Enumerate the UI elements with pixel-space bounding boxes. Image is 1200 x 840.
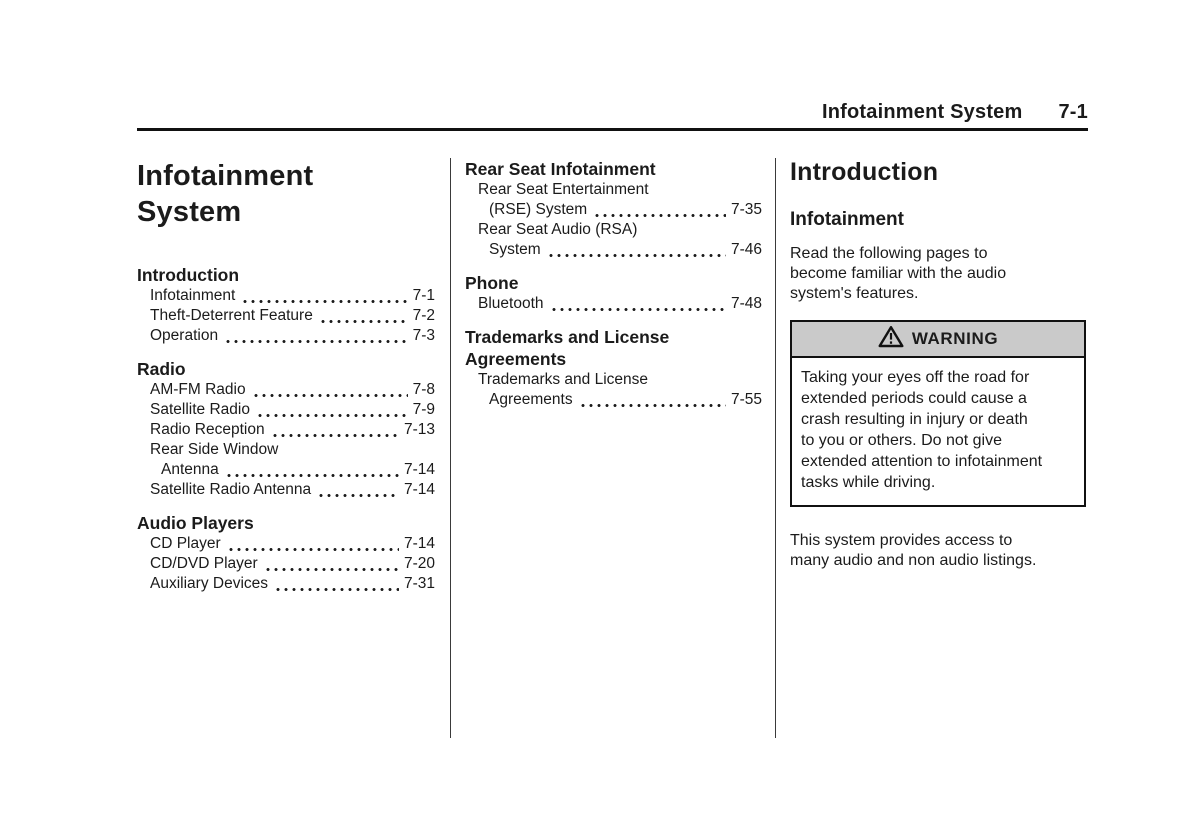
closing-line: many audio and non audio listings. <box>790 552 1037 569</box>
toc-entry-radio-reception <box>150 420 435 440</box>
toc-entry-rear-side-window-line2 <box>150 460 435 480</box>
toc-entry-label: (RSE) System <box>489 201 588 218</box>
toc-column-left <box>137 158 435 606</box>
toc-entry-label: CD/DVD Player <box>150 555 258 572</box>
toc-entry-label: Satellite Radio <box>150 401 250 418</box>
toc-entry-cd-dvd-player <box>150 554 435 574</box>
dot-leader <box>317 493 399 498</box>
toc-entry-am-fm-radio <box>150 380 435 400</box>
warning-line: Taking your eyes off the road for <box>801 369 1030 386</box>
toc-section-introduction <box>137 264 435 346</box>
toc-entry-page: 7-13 <box>403 421 435 438</box>
dot-leader <box>319 319 408 324</box>
toc-entry-page: 7-14 <box>403 535 435 552</box>
intro-line: become familiar with the audio <box>790 265 1007 282</box>
toc-entry-page: 7-55 <box>730 391 762 408</box>
warning-box <box>790 320 1086 507</box>
dot-leader <box>593 213 726 218</box>
toc-entry-rsa-line1: Rear Seat Audio (RSA) <box>478 221 638 238</box>
page-number: 7-1 <box>1058 101 1088 123</box>
closing-paragraph <box>790 531 1086 571</box>
toc-entry-page: 7-46 <box>730 241 762 258</box>
toc-entry-page: 7-1 <box>412 287 435 304</box>
article-subtitle: Infotainment <box>790 209 904 230</box>
toc-heading-radio: Radio <box>137 359 186 379</box>
toc-entry-page: 7-9 <box>412 401 435 418</box>
toc-entry-label: Bluetooth <box>478 295 544 312</box>
toc-section-rear-seat-infotainment <box>465 158 762 260</box>
running-header <box>822 101 1088 124</box>
article-column <box>790 158 1086 571</box>
toc-entry-label: Auxiliary Devices <box>150 575 269 592</box>
toc-heading-introduction: Introduction <box>137 265 240 285</box>
toc-entry-rear-side-window-line1: Rear Side Window <box>150 441 279 458</box>
toc-entries <box>137 534 435 594</box>
warning-line: tasks while driving. <box>801 474 936 491</box>
toc-entries <box>137 380 435 500</box>
toc-entry-infotainment <box>150 286 435 306</box>
toc-entry-page: 7-48 <box>730 295 762 312</box>
toc-section-phone <box>465 272 762 314</box>
toc-entries <box>465 294 762 314</box>
toc-entry-page: 7-20 <box>403 555 435 572</box>
toc-heading-rear-seat-infotainment: Rear Seat Infotainment <box>465 159 656 179</box>
toc-section-trademarks <box>465 326 762 410</box>
toc-entry-label: Infotainment <box>150 287 236 304</box>
toc-entry-label: Operation <box>150 327 219 344</box>
warning-line: extended attention to infotainment <box>801 453 1043 470</box>
toc-entry-trademarks-line2 <box>478 390 762 410</box>
toc-entry-page: 7-14 <box>403 481 435 498</box>
toc-entry-page: 7-3 <box>412 327 435 344</box>
toc-entry-rse-line1: Rear Seat Entertainment <box>478 181 649 198</box>
toc-entry-page: 7-35 <box>730 201 762 218</box>
closing-line: This system provides access to <box>790 532 1013 549</box>
dot-leader <box>256 413 408 418</box>
toc-heading-line2: Agreements <box>465 349 567 369</box>
toc-entries <box>465 370 762 410</box>
article-title: Introduction <box>790 158 939 186</box>
dot-leader <box>252 393 408 398</box>
toc-entry-satellite-radio-antenna <box>150 480 435 500</box>
warning-line: to you or others. Do not give <box>801 432 1002 449</box>
dot-leader <box>224 339 408 344</box>
dot-leader <box>264 567 399 572</box>
toc-entry-cd-player <box>150 534 435 554</box>
toc-entry-label: Theft-Deterrent Feature <box>150 307 313 324</box>
dot-leader <box>579 403 726 408</box>
toc-heading-phone: Phone <box>465 273 519 293</box>
toc-entry-trademarks-line1: Trademarks and License <box>478 371 649 388</box>
toc-entry-label: Agreements <box>489 391 573 408</box>
column-divider-right <box>775 158 776 738</box>
warning-header <box>792 322 1084 358</box>
header-rule <box>137 128 1088 131</box>
toc-entry-page: 7-31 <box>403 575 435 592</box>
dot-leader <box>547 253 726 258</box>
dot-leader <box>550 307 726 312</box>
toc-column-middle <box>465 158 762 422</box>
chapter-title <box>137 158 435 230</box>
toc-entry-label: System <box>489 241 541 258</box>
toc-entry-rsa-line2 <box>478 240 762 260</box>
toc-entry-label: Radio Reception <box>150 421 265 438</box>
toc-entry-label: AM-FM Radio <box>150 381 246 398</box>
chapter-title-line2: System <box>137 196 242 228</box>
warning-body <box>792 358 1084 505</box>
toc-heading-trademarks <box>465 326 762 370</box>
warning-label: WARNING <box>911 329 999 348</box>
toc-section-radio <box>137 358 435 500</box>
chapter-title-line1: Infotainment <box>137 160 314 192</box>
dot-leader <box>271 433 399 438</box>
toc-entry-rse-line2 <box>478 200 762 220</box>
toc-entry-auxiliary-devices <box>150 574 435 594</box>
intro-line: Read the following pages to <box>790 245 988 262</box>
running-header-title: Infotainment System <box>821 101 1023 123</box>
toc-entry-page: 7-2 <box>412 307 435 324</box>
column-divider-left <box>450 158 451 738</box>
toc-entries <box>465 180 762 260</box>
toc-entry-operation <box>150 326 435 346</box>
toc-section-audio-players <box>137 512 435 594</box>
toc-entry-satellite-radio <box>150 400 435 420</box>
toc-entry-page: 7-8 <box>412 381 435 398</box>
warning-line: crash resulting in injury or death <box>801 411 1028 428</box>
intro-line: system's features. <box>790 285 919 302</box>
toc-heading-audio-players: Audio Players <box>137 513 254 533</box>
toc-entry-bluetooth <box>478 294 762 314</box>
dot-leader <box>227 547 399 552</box>
dot-leader <box>225 473 399 478</box>
toc-entry-theft-deterrent <box>150 306 435 326</box>
toc-heading-line1: Trademarks and License <box>465 327 670 347</box>
toc-entry-label: Satellite Radio Antenna <box>150 481 312 498</box>
toc-entries <box>137 286 435 346</box>
toc-entry-label: CD Player <box>150 535 221 552</box>
dot-leader <box>274 587 399 592</box>
warning-line: extended periods could cause a <box>801 390 1027 407</box>
toc-entry-page: 7-14 <box>403 461 435 478</box>
warning-triangle-icon <box>878 325 904 353</box>
dot-leader <box>241 299 407 304</box>
toc-entry-label: Antenna <box>161 461 219 478</box>
intro-paragraph <box>790 244 1086 304</box>
